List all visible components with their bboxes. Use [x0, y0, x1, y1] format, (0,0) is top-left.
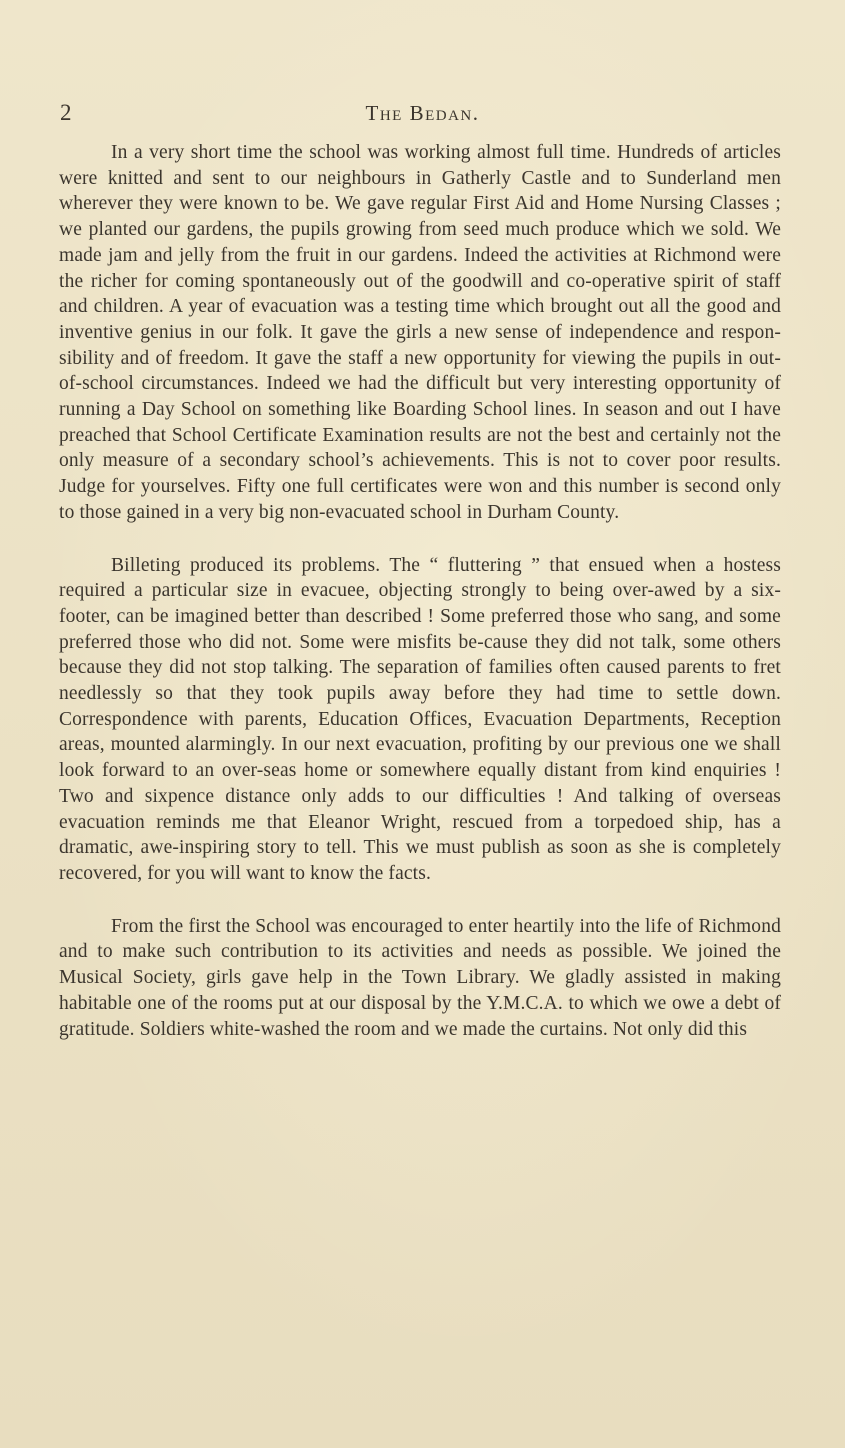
paragraph-richmond-life: From the first the School was encouraged to enter heartily into the life of Richmond and to make such contribution to its activities and needs as possible. We joined the Musical Society, girls gave help in the Town Library. We gladly assisted in making habitable one of the rooms put at our disposal by the Y.M.C.A. to which we owe a debt of gratitude. Soldiers white-washed the room and we made the curtains. Not only did this: [59, 915, 781, 1040]
paragraph-school-activities: In a very short time the school was working almost full time. Hundreds of articles were knitted and sent to our neighbours in Gatherly Castle and to Sunderland men wherever they were known to be. We gave regular First Aid and Home Nursing Classes ; we planted our gardens, the pupils growing from seed much produce which we sold. We made jam and jelly from the fruit in our gardens. Indeed the activities at Richmond were the richer for coming spontaneously out of the goodwill and co-operative spirit of staff and children. A year of evacuation was a testing time which brought out all the good and inventive genius in our folk. It gave the girls a new sense of independence and respon-sibility and of freedom. It gave the staff a new opportunity for viewing the pupils in out-of-school circumstances. Indeed we had the difficult but very interesting opportunity of running a Day School on something like Boarding School lines. In season and out I have preached that School Certificate Examination results are not the best and certainly not the only measure of a secondary school’s achievements. This is not to cover poor results. Judge for yourselves. Fifty one full certificates were won and this number is second only to those gained in a very big non-evacuated school in Durham County.: [59, 142, 781, 523]
page-number: 2: [60, 100, 72, 125]
running-title: The Bedan.: [365, 101, 480, 125]
page-header: [60, 96, 785, 130]
body-text: [59, 140, 781, 1042]
paragraph-billeting: Billeting produced its problems. The “ fluttering ” that ensued when a hostess required a particular size in evacuee, objecting strongly to being over-awed by a six-footer, can be imagined better than described ! Some preferred those who sang, and some preferred those who did not. Some were misfits be-cause they did not talk, some others because they did not stop talking. The separation of families often caused parents to fret needlessly so that they took pupils away before they had time to settle down. Correspondence with parents, Education Offices, Evacuation Departments, Reception areas, mounted alarmingly. In our next evacuation, profiting by our previous one we shall look forward to an over-seas home or somewhere equally distant from kind enquiries ! Two and sixpence distance only adds to our difficulties ! And talking of overseas evacuation reminds me that Eleanor Wright, rescued from a torpedoed ship, has a dramatic, awe-inspiring story to tell. This we must publish as soon as she is completely recovered, for you will want to know the facts.: [59, 554, 781, 884]
